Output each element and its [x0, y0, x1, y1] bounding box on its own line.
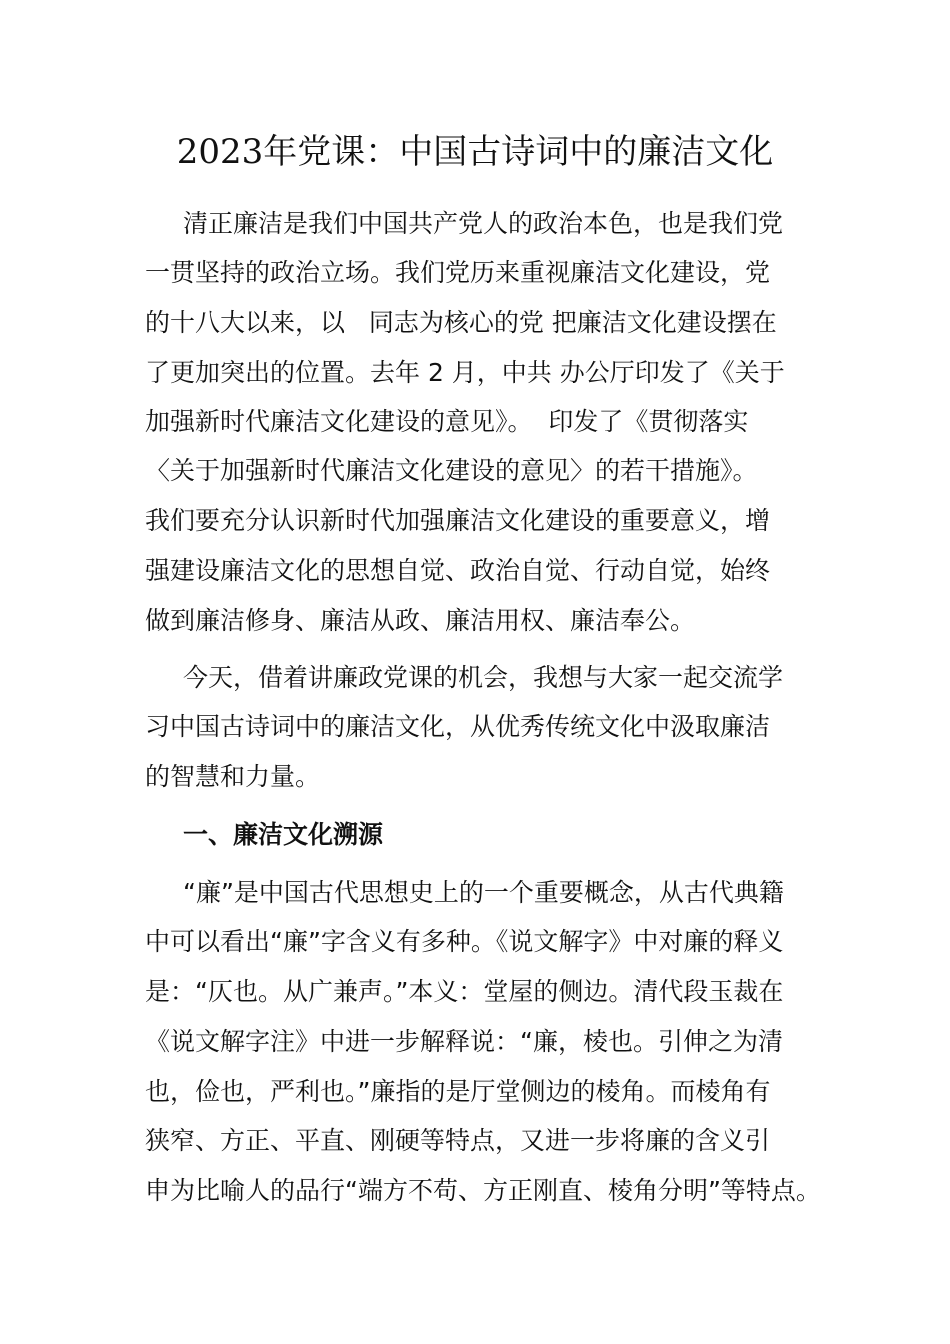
- document-title: 2023年党课：中国古诗词中的廉洁文化: [176, 132, 774, 172]
- paragraph-1-line-9: 做到廉洁修身、廉洁从政、廉洁用权、廉洁奉公。: [145, 606, 696, 635]
- paragraph-1-line-6: 〈关于加强新时代廉洁文化建设的意见〉的若干措施》。: [145, 456, 758, 485]
- paragraph-1-line-3: 的十八大以来，以 同志为核心的党 把廉洁文化建设摆在: [145, 308, 777, 337]
- paragraph-2-line-3: 的智慧和力量。: [145, 762, 321, 791]
- paragraph-3-line-6: 狭窄、方正、平直、刚硬等特点，又进一步将廉的含义引: [145, 1126, 771, 1155]
- paragraph-1-line-8: 强建设廉洁文化的思想自觉、政治自觉、行动自觉，始终: [145, 556, 771, 585]
- paragraph-3-line-7: 申为比喻人的品行“端方不苟、方正刚直、棱角分明”等特点。: [145, 1176, 821, 1205]
- paragraph-3-line-1: “廉”是中国古代思想史上的一个重要概念，从古代典籍: [183, 878, 784, 907]
- paragraph-3-line-5: 也，俭也，严利也。”廉指的是厅堂侧边的棱角。而棱角有: [145, 1077, 771, 1106]
- paragraph-3-line-4: 《说文解字注》中进一步解释说：“廉，棱也。引伸之为清: [145, 1027, 783, 1056]
- section-1-heading: 一、廉洁文化溯源: [183, 820, 384, 849]
- paragraph-1-line-7: 我们要充分认识新时代加强廉洁文化建设的重要意义，增: [145, 506, 771, 535]
- paragraph-3-line-2: 中可以看出“廉”字含义有多种。《说文解字》中对廉的释义: [145, 927, 784, 956]
- paragraph-1-line-4: 了更加突出的位置。去年 2 月，中共 办公厅印发了《关于: [145, 358, 785, 387]
- paragraph-1-line-2: 一贯坚持的政治立场。我们党历来重视廉洁文化建设，党: [145, 258, 771, 287]
- paragraph-1-line-5: 加强新时代廉洁文化建设的意见》。 印发了《贯彻落实: [145, 407, 749, 436]
- paragraph-2-line-1: 今天，借着讲廉政党课的机会，我想与大家一起交流学: [183, 663, 784, 692]
- paragraph-3-line-3: 是：“仄也。从广兼声。”本义：堂屋的侧边。清代段玉裁在: [145, 977, 784, 1006]
- paragraph-2-line-2: 习中国古诗词中的廉洁文化，从优秀传统文化中汲取廉洁: [145, 712, 771, 741]
- paragraph-1-line-1: 清正廉洁是我们中国共产党人的政治本色，也是我们党: [183, 209, 784, 238]
